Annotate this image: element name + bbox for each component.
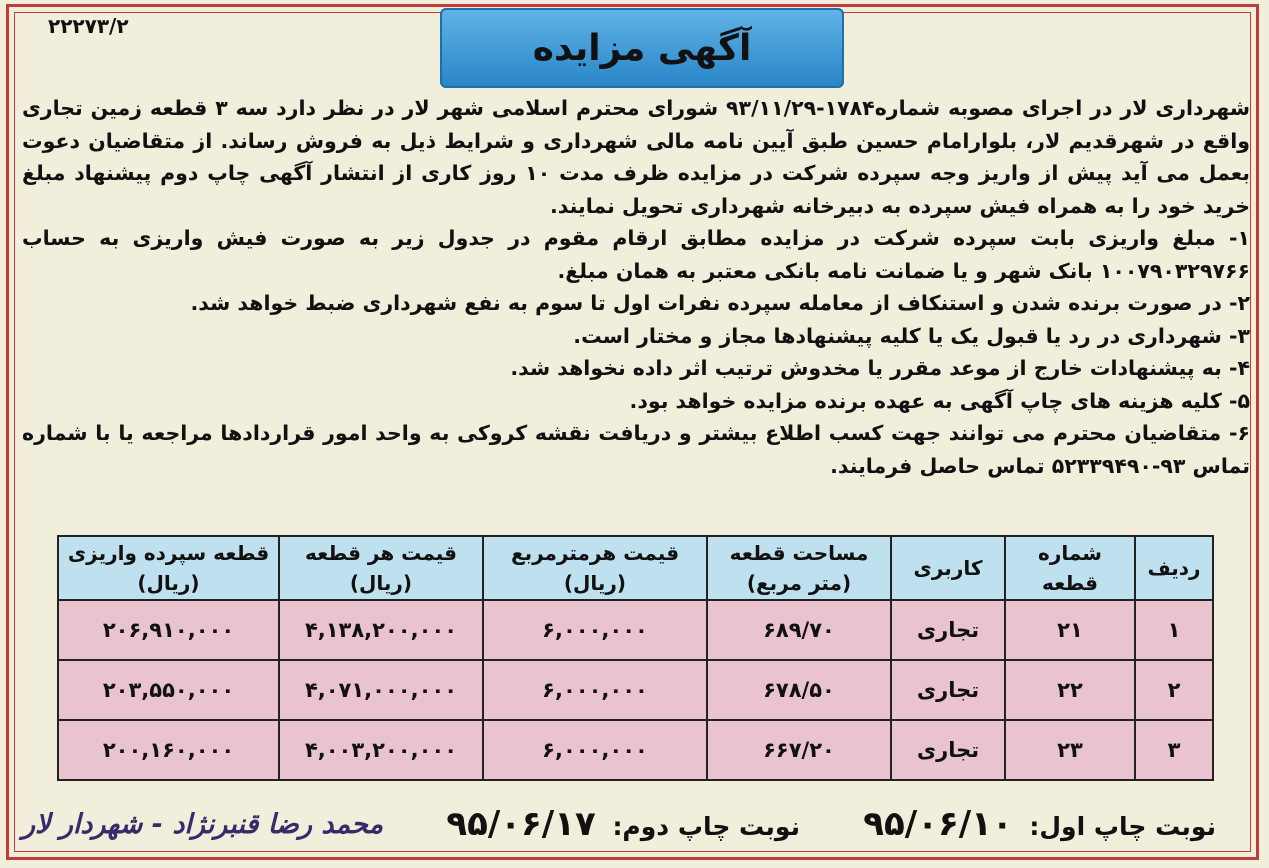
- cell-price-per-lot: ۴,۱۳۸,۲۰۰,۰۰۰: [279, 600, 483, 660]
- condition-5: ۵- کلیه هزینه های چاپ آگهی به عهده برنده مزایده خواهد بود.: [629, 388, 1250, 413]
- cell-price-per-sqm: ۶,۰۰۰,۰۰۰: [483, 600, 707, 660]
- condition-4: ۴- به پیشنهادات خارج از موعد مقرر یا مخدوش ترتیب اثر داده نخواهد شد.: [510, 356, 1250, 380]
- cell-row-number: ۲: [1135, 660, 1213, 720]
- announcement-body: [22, 92, 1250, 482]
- cell-area: ۶۸۹/۷۰: [707, 600, 891, 660]
- table-row: [58, 600, 1213, 660]
- condition-1: ۱- مبلغ واریزی بابت سپرده شرکت در مزایده مطابق ارقام مقوم در جدول زیر به صورت فیش واریزی به حساب ۱۰۰۷۹۰۳۲۹۷۶۶ بانک شهر و یا ضمانت نامه بانکی معتبر به همان مبلغ.: [22, 226, 1250, 283]
- first-print-date: ۹۵/۰۶/۱۰: [863, 804, 1013, 844]
- cell-lot-number: ۲۳: [1005, 720, 1135, 780]
- signature: محمد رضا قنبرنژاد - شهردار لار: [22, 808, 384, 840]
- cell-usage: تجاری: [891, 720, 1005, 780]
- cell-row-number: ۳: [1135, 720, 1213, 780]
- reference-number: ۲۲۲۷۳/۲: [48, 14, 129, 38]
- header-price-per-sqm: قیمت هرمترمربع (ریال): [483, 536, 707, 600]
- cell-area: ۶۶۷/۲۰: [707, 720, 891, 780]
- cell-lot-number: ۲۱: [1005, 600, 1135, 660]
- condition-3: ۳- شهرداری در رد یا قبول یک یا کلیه پیشنهادها مجاز و مختار است.: [573, 323, 1250, 348]
- table-header-row: [58, 536, 1213, 600]
- header-usage: کاربری: [891, 536, 1005, 600]
- condition-2: ۲- در صورت برنده شدن و استنکاف از معامله سپرده نفرات اول تا سوم به نفع شهرداری ضبط خواهد شد.: [190, 291, 1250, 315]
- cell-area: ۶۷۸/۵۰: [707, 660, 891, 720]
- page-title: آگهی مزایده: [532, 27, 752, 69]
- condition-6: ۶- متقاضیان محترم می توانند جهت کسب اطلاع بیشتر و دریافت نقشه کروکی به واحد امور قراردادها مراجعه یا با شماره تماس ۹۳-۵۲۳۳۹۴۹۰ تماس حاصل فرمایند.: [22, 421, 1250, 478]
- cell-deposit: ۲۰۰,۱۶۰,۰۰۰: [58, 720, 279, 780]
- cell-price-per-lot: ۴,۰۷۱,۰۰۰,۰۰۰: [279, 660, 483, 720]
- intro-paragraph: شهرداری لار در اجرای مصوبه شماره۱۷۸۴-۹۳/۱۱/۲۹ شورای محترم اسلامی شهر لار در نظر دارد سه ۳ قطعه زمین تجاری واقع در شهرقدیم لار، بلوارامام حسین طبق آیین نامه مالی شهرداری و شرایط ذیل به فروش رساند. از متقاضیان دعوت بعمل می آید پیش از واریز وجه سپرده شرکت در مزایده ظرف مدت ۱۰ روز کاری از انتشار آگهی چاپ دوم پیشنهاد مبلغ خرید خود را به همراه فیش سپرده به دبیرخانه شهرداری تحویل نمایند.: [22, 96, 1250, 218]
- table-row: [58, 720, 1213, 780]
- header-deposit: قطعه سپرده واریزی (ریال): [58, 536, 279, 600]
- cell-lot-number: ۲۲: [1005, 660, 1135, 720]
- print-footer: [22, 800, 1216, 848]
- header-area: مساحت قطعه (متر مربع): [707, 536, 891, 600]
- cell-usage: تجاری: [891, 600, 1005, 660]
- lots-table: [57, 535, 1214, 781]
- header-price-per-lot: قیمت هر قطعه (ریال): [279, 536, 483, 600]
- cell-price-per-lot: ۴,۰۰۳,۲۰۰,۰۰۰: [279, 720, 483, 780]
- header-row-number: ردیف: [1135, 536, 1213, 600]
- first-print: [863, 804, 1216, 844]
- header-lot-number: شماره قطعه: [1005, 536, 1135, 600]
- second-print-label: نوبت چاپ دوم:: [612, 812, 800, 841]
- table-row: [58, 660, 1213, 720]
- cell-row-number: ۱: [1135, 600, 1213, 660]
- cell-usage: تجاری: [891, 660, 1005, 720]
- first-print-label: نوبت چاپ اول:: [1029, 812, 1216, 841]
- cell-price-per-sqm: ۶,۰۰۰,۰۰۰: [483, 660, 707, 720]
- cell-deposit: ۲۰۶,۹۱۰,۰۰۰: [58, 600, 279, 660]
- title-banner: [440, 8, 844, 88]
- second-print-date: ۹۵/۰۶/۱۷: [446, 804, 596, 844]
- cell-price-per-sqm: ۶,۰۰۰,۰۰۰: [483, 720, 707, 780]
- second-print: [446, 804, 800, 844]
- cell-deposit: ۲۰۳,۵۵۰,۰۰۰: [58, 660, 279, 720]
